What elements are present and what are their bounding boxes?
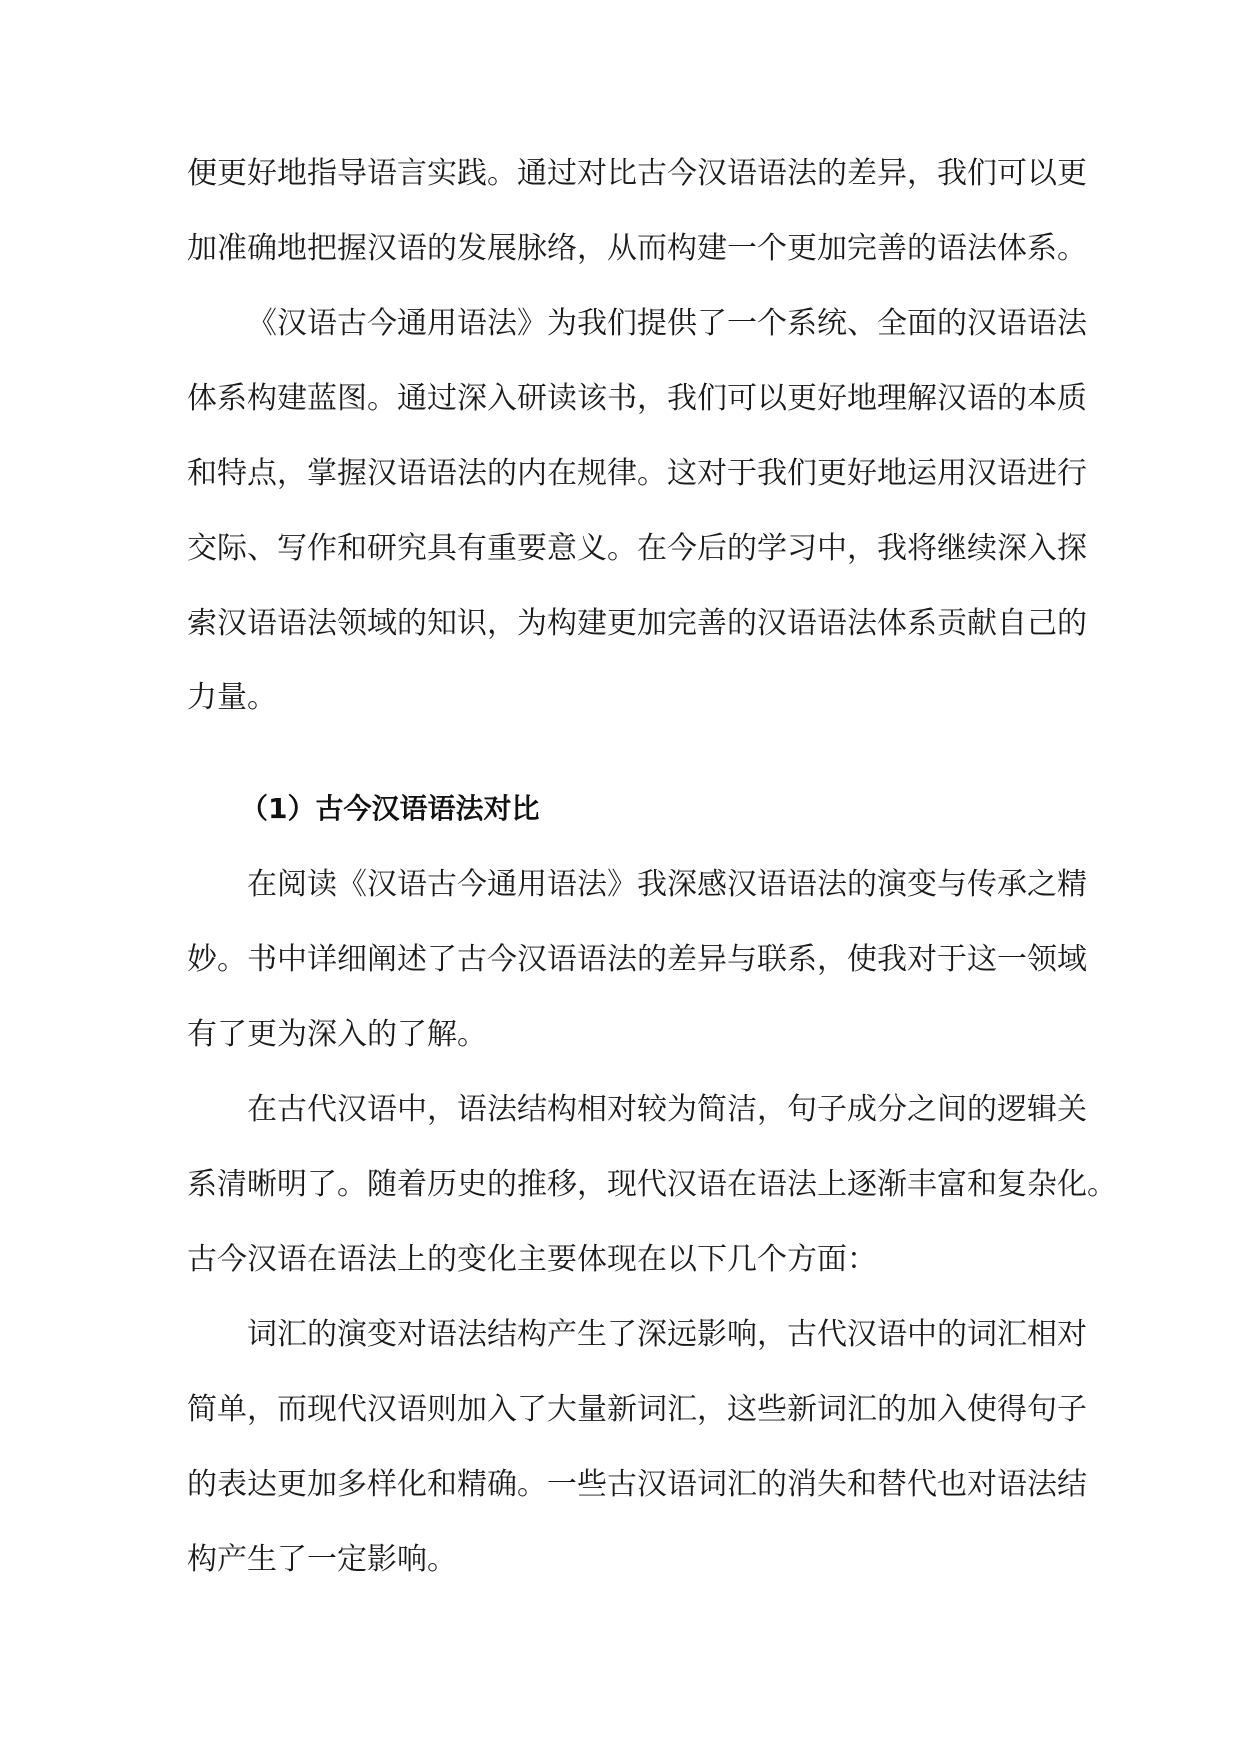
paragraph-line: 有了更为深入的了解。 xyxy=(187,1017,487,1052)
paragraph-line: 词汇的演变对语法结构产生了深远影响，古代汉语中的词汇相对 xyxy=(247,1317,1087,1352)
paragraph-line: 体系构建蓝图。通过深入研读该书，我们可以更好地理解汉语的本质 xyxy=(187,381,1087,416)
paragraph-line: 古今汉语在语法上的变化主要体现在以下几个方面： xyxy=(187,1242,877,1277)
paragraph-line: 《汉语古今通用语法》为我们提供了一个系统、全面的汉语语法 xyxy=(247,306,1087,341)
paragraph-line: 妙。书中详细阐述了古今汉语语法的差异与联系，使我对于这一领域 xyxy=(187,942,1087,977)
paragraph-line: 简单，而现代汉语则加入了大量新词汇，这些新词汇的加入使得句子 xyxy=(187,1392,1087,1427)
paragraph-line: 系清晰明了。随着历史的推移，现代汉语在语法上逐渐丰富和复杂化。 xyxy=(187,1167,1117,1202)
paragraph-line: 加准确地把握汉语的发展脉络，从而构建一个更加完善的语法体系。 xyxy=(187,231,1087,266)
paragraph-line: 交际、写作和研究具有重要意义。在今后的学习中，我将继续深入探 xyxy=(187,531,1087,566)
paragraph-line: 在古代汉语中，语法结构相对较为简洁，句子成分之间的逻辑关 xyxy=(247,1092,1087,1127)
section-heading: （1）古今汉语语法对比 xyxy=(240,792,540,825)
paragraph-line: 在阅读《汉语古今通用语法》我深感汉语语法的演变与传承之精 xyxy=(247,867,1087,902)
paragraph-line: 的表达更加多样化和精确。一些古汉语词汇的消失和替代也对语法结 xyxy=(187,1467,1087,1502)
paragraph-line: 构产生了一定影响。 xyxy=(187,1542,457,1577)
paragraph-line: 便更好地指导语言实践。通过对比古今汉语语法的差异，我们可以更 xyxy=(187,156,1087,191)
paragraph-line: 力量。 xyxy=(187,680,277,715)
paragraph-line: 索汉语语法领域的知识，为构建更加完善的汉语语法体系贡献自己的 xyxy=(187,606,1087,641)
paragraph-line: 和特点，掌握汉语语法的内在规律。这对于我们更好地运用汉语进行 xyxy=(187,456,1087,491)
